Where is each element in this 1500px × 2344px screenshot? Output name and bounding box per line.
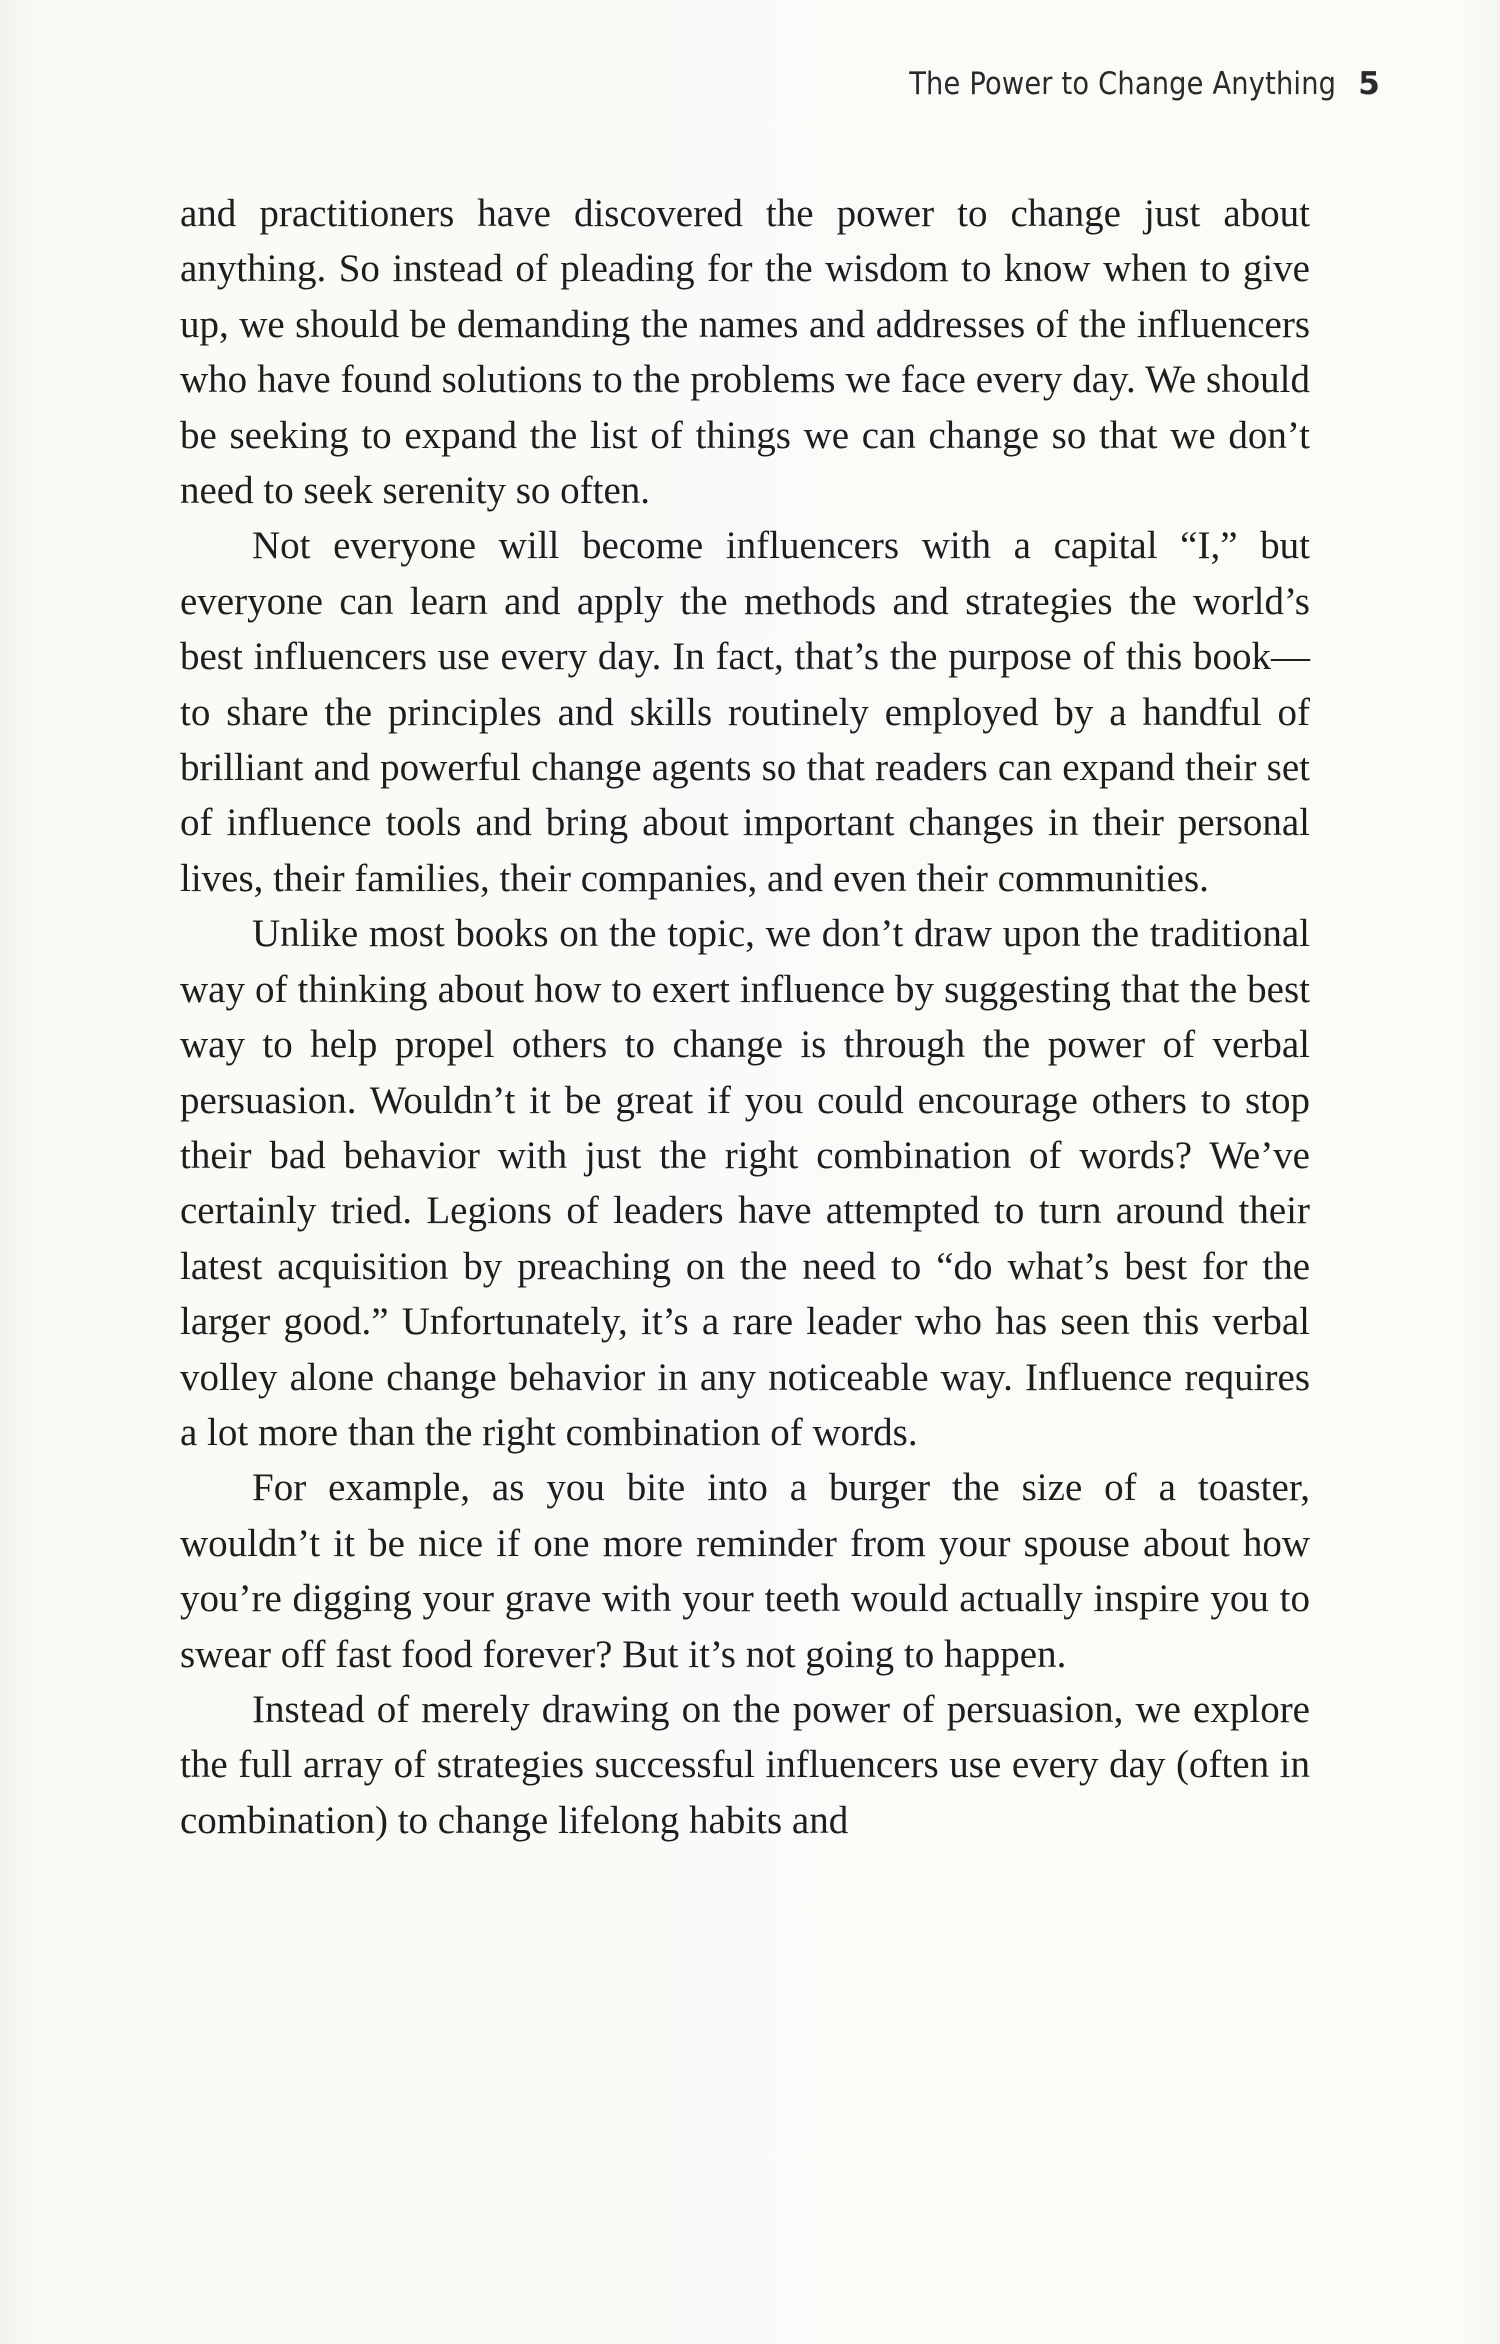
running-head bbox=[851, 66, 1380, 102]
body-text bbox=[180, 186, 1310, 1848]
paragraph: For example, as you bite into a burger the size of a toaster, wouldn’t it be nice if one more reminder from your spouse about how you’re digging your grave with your teeth would actually inspire you to swear off fast food forever? But it’s not going to happen. bbox=[180, 1466, 1310, 1676]
paragraph: Instead of merely drawing on the power of persuasion, we explore the full array of strategies successful influencers use every day (often in combination) to change lifelong habits and bbox=[180, 1687, 1310, 1842]
page-number: 5 bbox=[1358, 66, 1380, 102]
paragraph-continued: and practitioners have discovered the power to change just about anything. So instead of pleading for the wisdom to know when to give up, we should be demanding the names and addresses of the influencers who have found solutions to the problems we face every day. We should be seeking to expand the list of things we can change so that we don’t need to seek serenity so often. bbox=[180, 192, 1310, 513]
paragraph: Not everyone will become influencers with a capital “I,” but everyone can learn and apply the methods and strategies the world’s best influencers use every day. In fact, that’s the purpose of this book—to share the principles and skills routinely employed by a handful of brilliant and powerful change agents so that readers can expand their set of influence tools and bring about important changes in their personal lives, their families, their companies, and even their communities. bbox=[180, 524, 1310, 900]
paragraph: Unlike most books on the topic, we don’t draw upon the traditional way of thinking about how to exert influence by suggesting that the best way to help propel others to change is through the power of verbal persuasion. Wouldn’t it be great if you could encourage others to stop their bad behavior with just the right combination of words? We’ve certainly tried. Legions of leaders have attempted to turn around their latest acquisition by preaching on the need to “do what’s best for the larger good.” Unfortunately, it’s a rare leader who has seen this verbal volley alone change behavior in any noticeable way. Influence requires a lot more than the right combination of words. bbox=[180, 912, 1310, 1454]
running-head-title: The Power to Change Anything bbox=[909, 66, 1337, 102]
